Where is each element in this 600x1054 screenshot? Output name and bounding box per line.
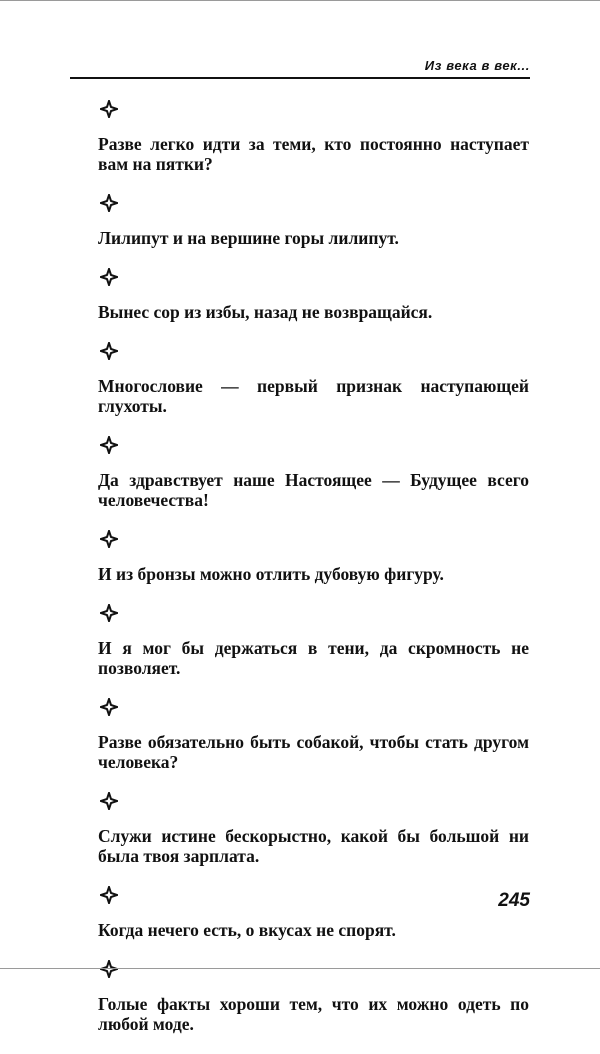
four-point-star-icon: [100, 530, 118, 548]
saying-entry: [98, 342, 529, 416]
saying-text: Да здравствует наше Настоящее — Будущее всего человечества!: [98, 470, 529, 510]
saying-entry: [98, 960, 529, 1034]
saying-entry: [98, 530, 529, 584]
four-point-star-icon: [100, 268, 118, 286]
saying-text: И я мог бы держаться в тени, да скромность не позволяет.: [98, 638, 529, 678]
saying-entry: [98, 886, 529, 940]
saying-text: Многословие — первый признак наступающей глухоты.: [98, 376, 529, 416]
page-top-edge: [0, 0, 600, 1]
four-point-star-icon: [100, 886, 118, 904]
saying-text: И из бронзы можно отлить дубовую фигуру.: [98, 564, 444, 584]
saying-text: Голые факты хороши тем, что их можно одеть по любой моде.: [98, 994, 529, 1034]
saying-entry: [98, 698, 529, 772]
saying-text: Разве обязательно быть собакой, чтобы стать другом человека?: [98, 732, 529, 772]
saying-entry: [98, 268, 529, 322]
saying-entry: [98, 194, 529, 248]
saying-entry: [98, 436, 529, 510]
saying-entry: [98, 604, 529, 678]
saying-entry: [98, 792, 529, 866]
page-bottom-edge: [0, 968, 600, 969]
four-point-star-icon: [100, 194, 118, 212]
saying-text: Вынес сор из избы, назад не возвращайся.: [98, 302, 433, 322]
header-rule: [70, 77, 530, 79]
four-point-star-icon: [100, 436, 118, 454]
four-point-star-icon: [100, 960, 118, 978]
saying-text: Когда нечего есть, о вкусах не спорят.: [98, 920, 396, 940]
saying-text: Служи истине бескорыстно, какой бы большой ни была твоя зарплата.: [98, 826, 529, 866]
running-head: Из века в век...: [424, 58, 530, 73]
four-point-star-icon: [100, 698, 118, 716]
four-point-star-icon: [100, 100, 118, 118]
four-point-star-icon: [100, 604, 118, 622]
page-number: 245: [498, 890, 530, 911]
saying-text: Разве легко идти за теми, кто постоянно наступает вам на пятки?: [98, 134, 529, 174]
saying-entry: [98, 100, 529, 174]
saying-text: Лилипут и на вершине горы лилипут.: [98, 228, 399, 248]
sayings-list: [98, 100, 529, 1054]
four-point-star-icon: [100, 342, 118, 360]
four-point-star-icon: [100, 792, 118, 810]
